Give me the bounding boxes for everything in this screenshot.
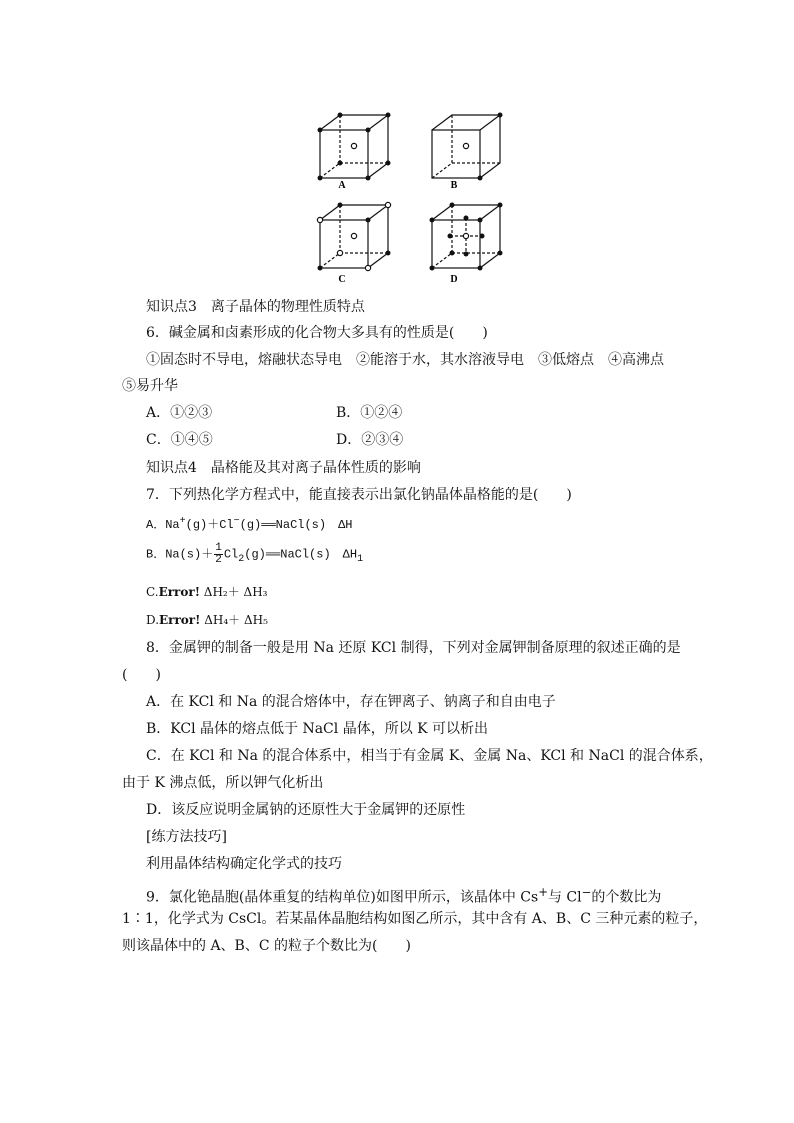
cube-d-label: D [450,274,458,285]
q6-option-b: B．①②④ [336,405,403,421]
q6-option-c: C．①④⑤ [146,432,213,448]
section4-title: 知识点4 晶格能及其对离子晶体性质的影响 [146,460,421,476]
practice-subtitle: 利用晶体结构确定化学式的技巧 [146,856,342,872]
section3-title: 知识点3 离子晶体的物理性质特点 [146,299,365,315]
cube-b [432,113,503,181]
practice-title: [练方法技巧] [146,829,227,845]
q8-option-d: D．该反应说明金属钠的还原性大于金属钾的还原性 [146,802,466,818]
cube-d [430,203,503,271]
q7-option-a: A．Na+(g)＋Cl−(g)══NaCl(s) ΔH [146,516,353,532]
q9-line1: 9．氯化铯晶胞(晶体重复的结构单位)如图甲所示，该晶体中 Cs+与 Cl−的个数比为 [146,885,662,906]
cube-a [318,113,391,181]
cube-c-label: C [338,274,346,285]
q6-stem: 6．碱金属和卤素形成的化合物大多具有的性质是( ) [146,325,488,341]
q7-option-b: B．Na(s)＋ $\frac{1}{2}$ $Cl_2(g)══NaCl(s)$ $\Delta H_1$ [146,542,364,566]
q8-stem-line2: ( ) [122,667,161,683]
cube-b-label: B [450,180,458,191]
cube-a-label: A [338,180,346,191]
q8-option-c-line2: 由于 K 沸点低，所以钾气化析出 [122,775,324,791]
half-fraction: $\frac{1}{2}$ [215,542,222,566]
q7-option-d: D.Error! ΔH₄＋ ΔH₅ [146,613,268,627]
q9-line3: 则该晶体中的 A、B、C 的粒子个数比为( ) [122,938,411,954]
q8-option-b: B．KCl 晶体的熔点低于 NaCl 晶体，所以 K 可以析出 [146,721,489,737]
crystal-cell-figure [300,105,520,295]
q7-option-c: C.Error! ΔH₂＋ ΔH₃ [146,585,268,599]
q8-stem-line1: 8．金属钾的制备一般是用 Na 还原 KCl 制得，下列对金属钾制备原理的叙述正确的是 [146,640,681,656]
q8-option-c-line1: C．在 KCl 和 Na 的混合体系中，相当于有金属 K、金属 Na、KCl 和 NaCl 的混合体系， [146,748,713,764]
q8-option-a: A．在 KCl 和 Na 的混合熔体中，存在钾离子、钠离子和自由电子 [146,694,556,710]
q7-stem: 7．下列热化学方程式中，能直接表示出氯化钠晶体晶格能的是( ) [146,487,572,503]
cube-c [317,202,390,270]
q6-props-line1: ①固态时不导电，熔融状态导电 ②能溶于水，其水溶液导电 ③低熔点 ④高沸点 [146,352,664,368]
q6-props-line2: ⑤易升华 [122,378,178,394]
q6-option-d: D．②③④ [336,432,404,448]
q9-line2: 1∶1，化学式为 CsCl。若某晶体晶胞结构如图乙所示，其中含有 A、B、C 三种元素的粒子， [122,911,708,927]
q6-option-a: A．①②③ [146,405,213,421]
